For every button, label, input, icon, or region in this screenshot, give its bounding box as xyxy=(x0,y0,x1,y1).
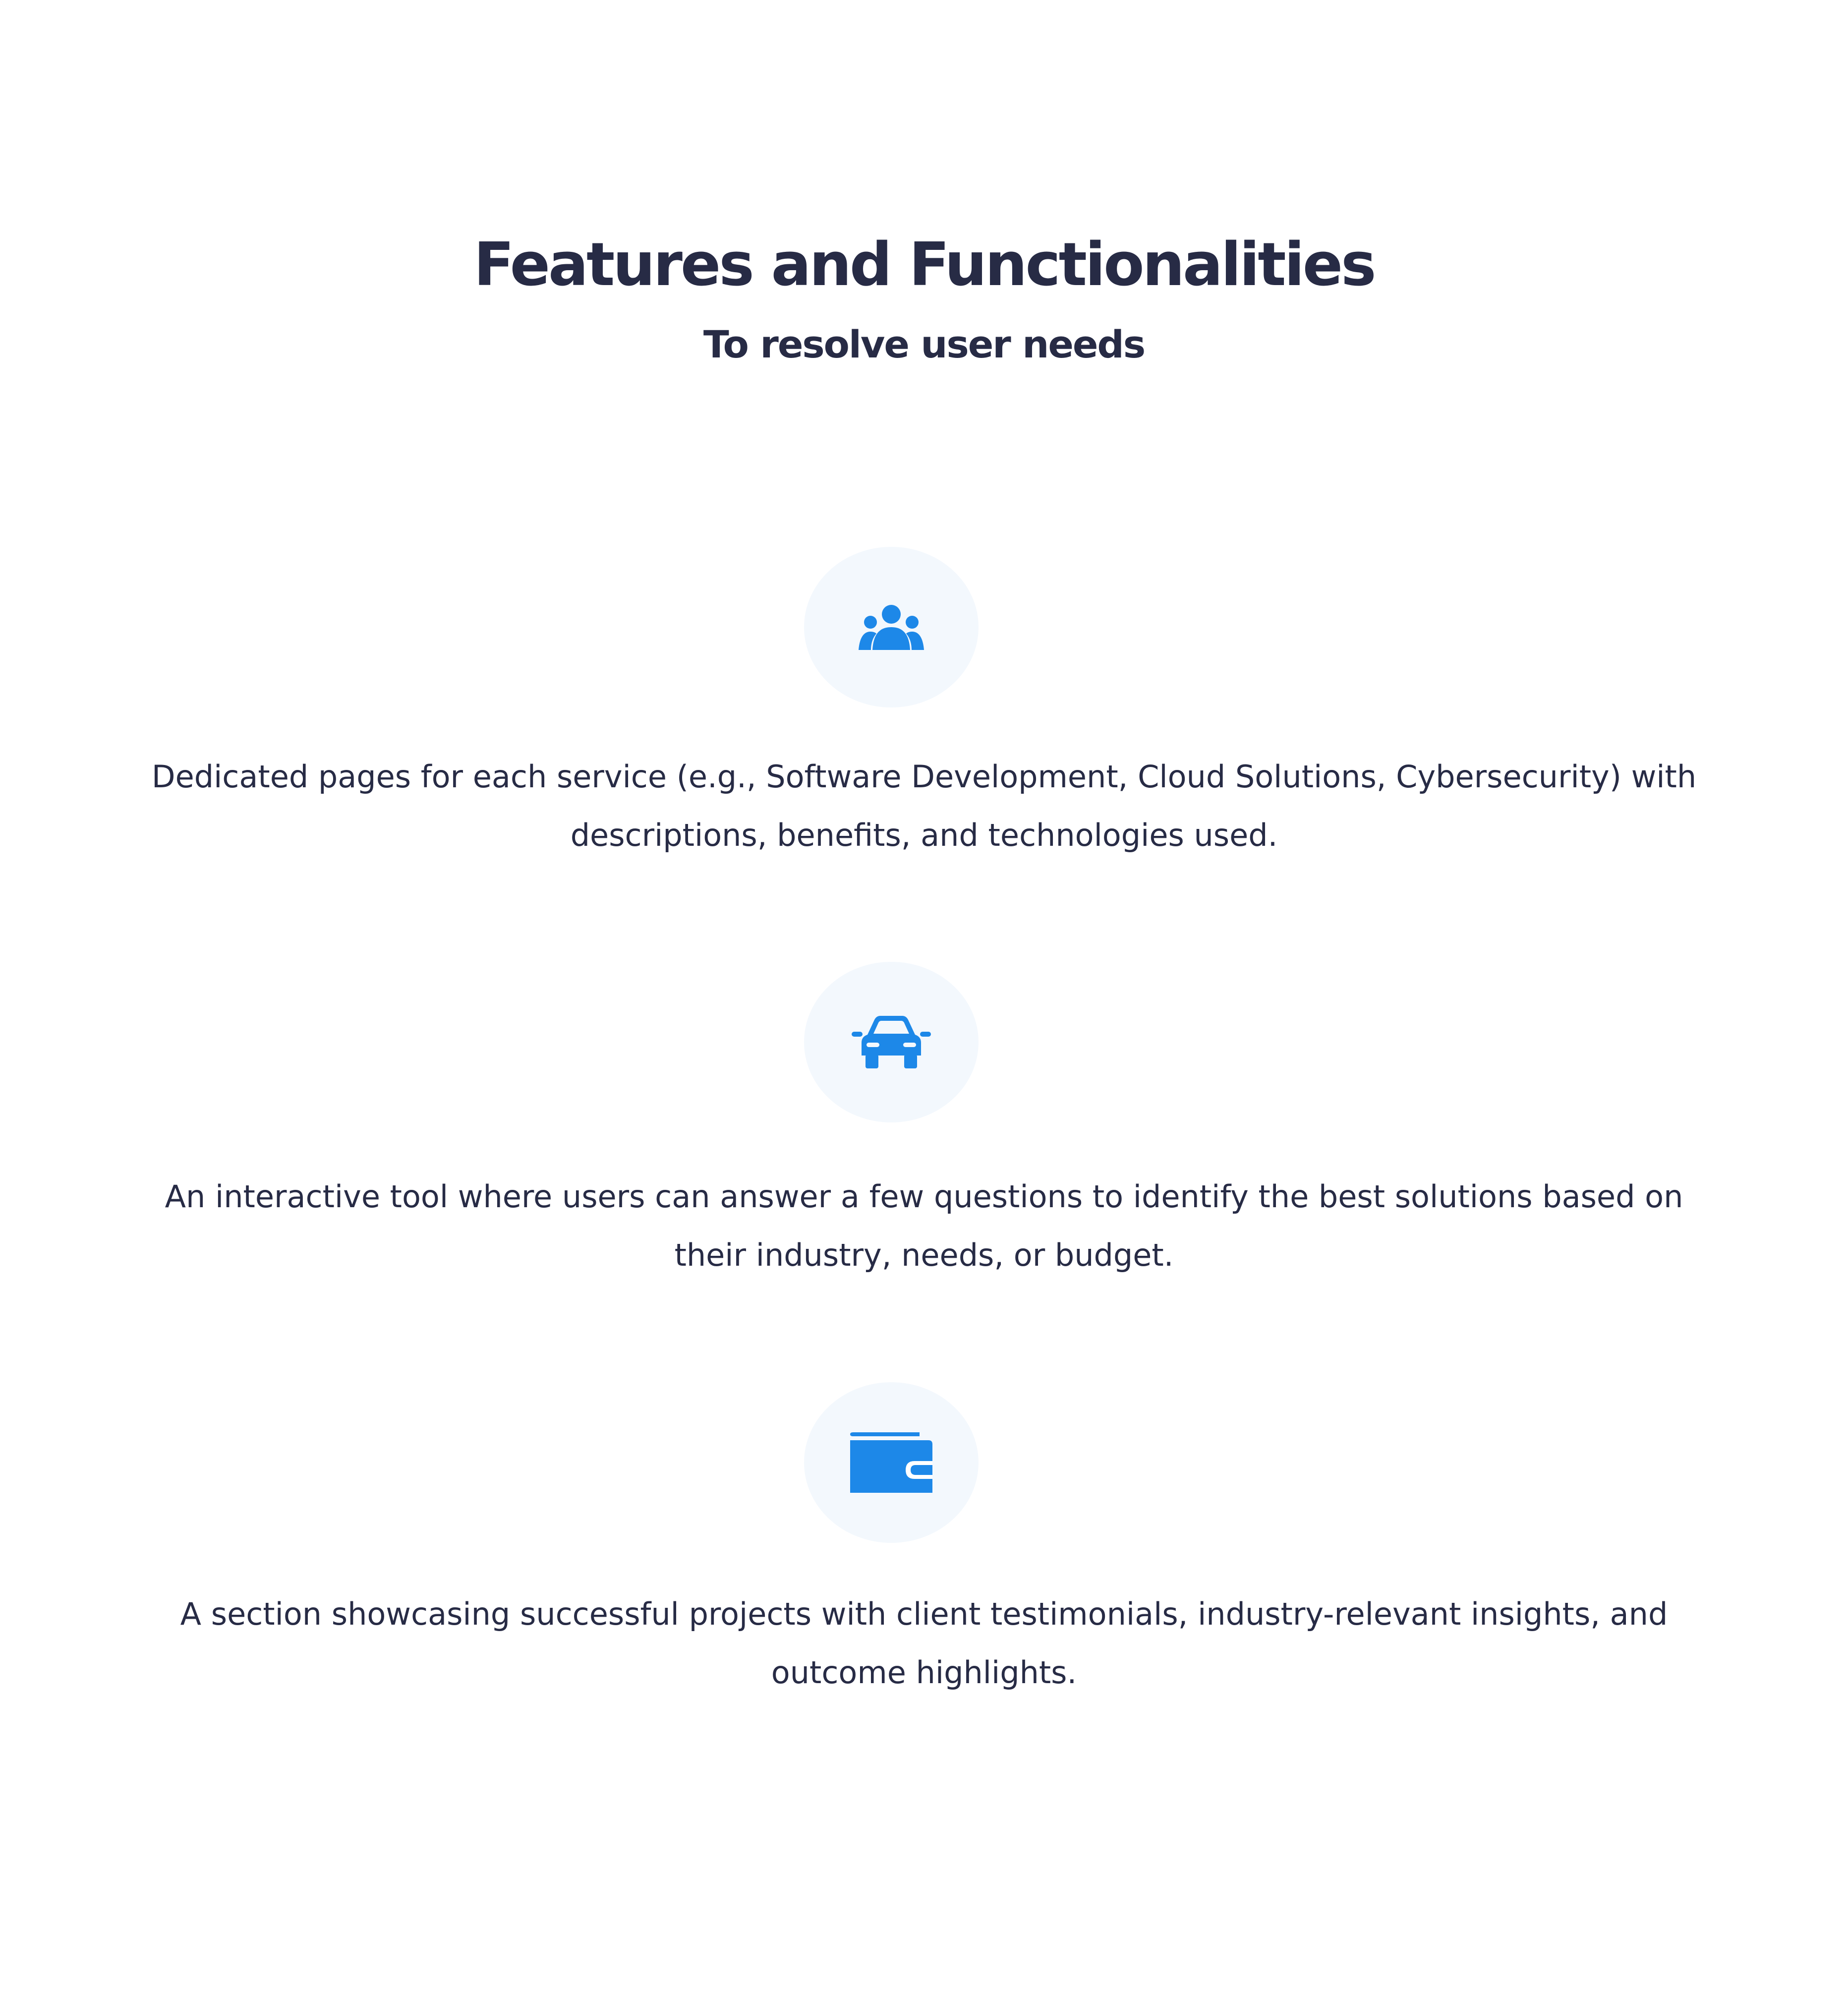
feature-description: An interactive tool where users can answer a few questions to identify the best solutions based on their industry, needs, or budget. xyxy=(165,1178,1683,1273)
feature-description: Dedicated pages for each service (e.g., Software Development, Cloud Solutions, Cybersecurity) with descriptions, benefits, and technologies used. xyxy=(151,759,1697,853)
feature-icon-circle xyxy=(804,547,979,707)
page-subtitle: To resolve user needs xyxy=(703,322,1145,366)
users-group-icon xyxy=(859,604,924,650)
page-title: Features and Functionalities xyxy=(473,231,1375,299)
car-icon xyxy=(852,1016,931,1068)
wallet-icon xyxy=(850,1432,932,1493)
feature-icon-circle xyxy=(804,962,979,1122)
feature-description: A section showcasing successful projects with client testimonials, industry-relevant insights, and outcome highlights. xyxy=(180,1596,1668,1691)
feature-icon-circle xyxy=(804,1382,979,1543)
